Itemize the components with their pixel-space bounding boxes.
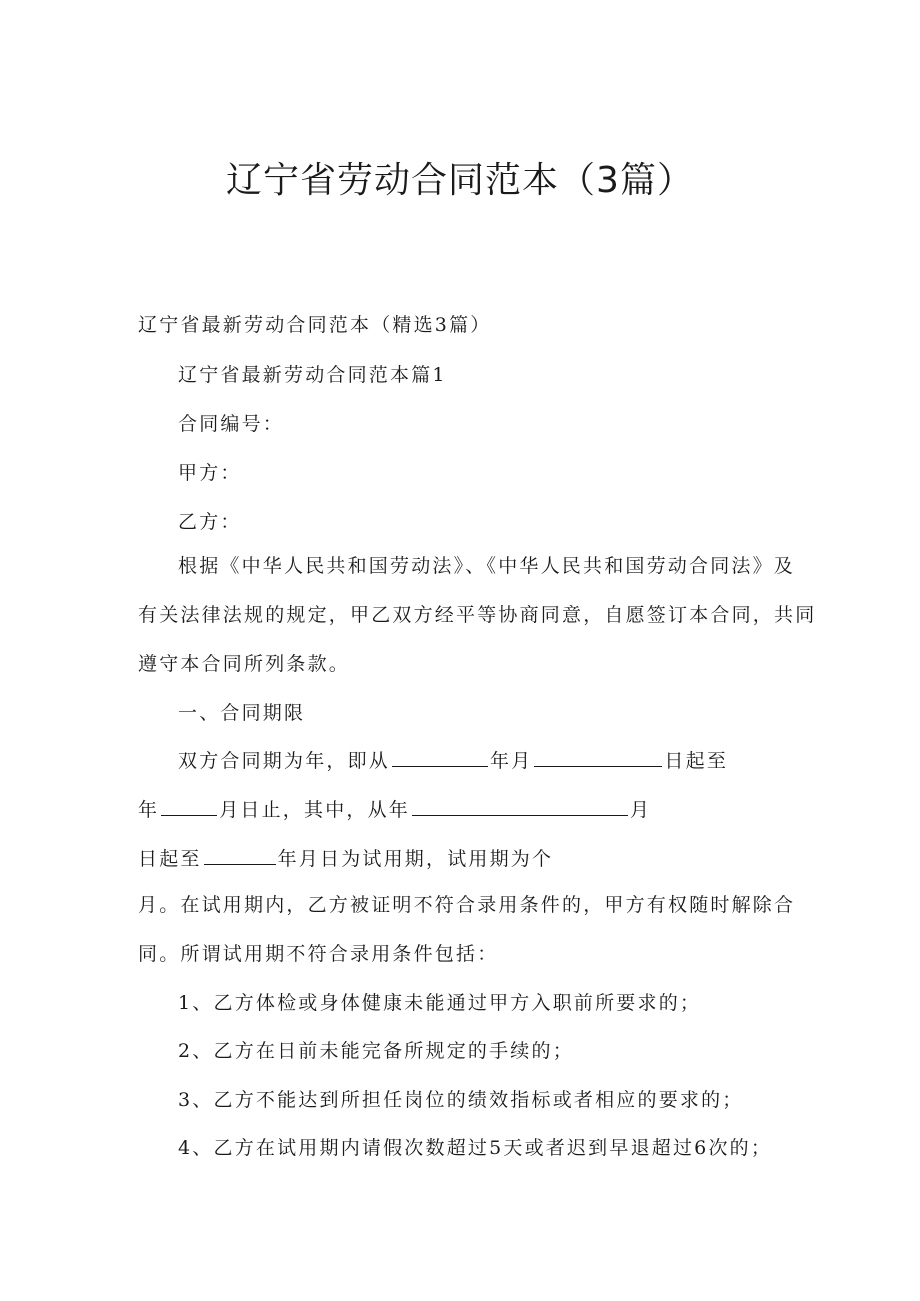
term-text: 日起至	[664, 750, 729, 772]
intro-paragraph-line: 遵守本合同所列条款。	[138, 653, 351, 675]
term-text: 年月日为试用期，试用期为个	[277, 848, 554, 870]
fill-blank	[161, 797, 217, 816]
fill-blank	[412, 797, 628, 816]
party-b-label: 乙方：	[178, 511, 242, 533]
document-subtitle: 辽宁省最新劳动合同范本（精选3篇）	[138, 314, 492, 336]
condition-item: 4、乙方在试用期内请假次数超过5天或者迟到早退超过6次的；	[178, 1137, 773, 1159]
term-line	[138, 846, 553, 871]
fill-blank	[534, 748, 662, 767]
intro-paragraph-line: 有关法律法规的规定，甲乙双方经平等协商同意，自愿签订本合同，共同	[138, 604, 817, 626]
intro-paragraph-line: 根据《中华人民共和国劳动法》、《中华人民共和国劳动合同法》及	[178, 555, 796, 577]
contract-number-label: 合同编号：	[178, 413, 285, 435]
term-text: 年月	[490, 750, 533, 772]
party-a-label: 甲方：	[178, 462, 242, 484]
clause-heading: 一、合同期限	[178, 702, 306, 724]
fill-blank	[204, 846, 276, 865]
document-title: 辽宁省劳动合同范本（3篇）	[226, 160, 694, 201]
term-text: 日起至	[138, 848, 202, 870]
term-line: 月。在试用期内，乙方被证明不符合录用条件的，甲方有权随时解除合	[138, 894, 796, 916]
condition-item: 2、乙方在日前未能完备所规定的手续的；	[178, 1040, 574, 1062]
term-line	[178, 748, 728, 773]
term-line: 同。所谓试用期不符合录用条件包括：	[138, 943, 499, 965]
condition-item: 3、乙方不能达到所担任岗位的绩效指标或者相应的要求的；	[178, 1089, 744, 1111]
term-text: 年	[138, 799, 160, 821]
term-text: 月	[630, 799, 652, 821]
term-text: 月日止，其中，从年	[219, 799, 411, 821]
term-text: 双方合同期为年，即从	[178, 750, 391, 772]
condition-item: 1、乙方体检或身体健康未能通过甲方入职前所要求的；	[178, 992, 702, 1014]
section-heading: 辽宁省最新劳动合同范本篇1	[178, 364, 447, 386]
term-line	[138, 797, 651, 822]
fill-blank	[392, 748, 488, 767]
